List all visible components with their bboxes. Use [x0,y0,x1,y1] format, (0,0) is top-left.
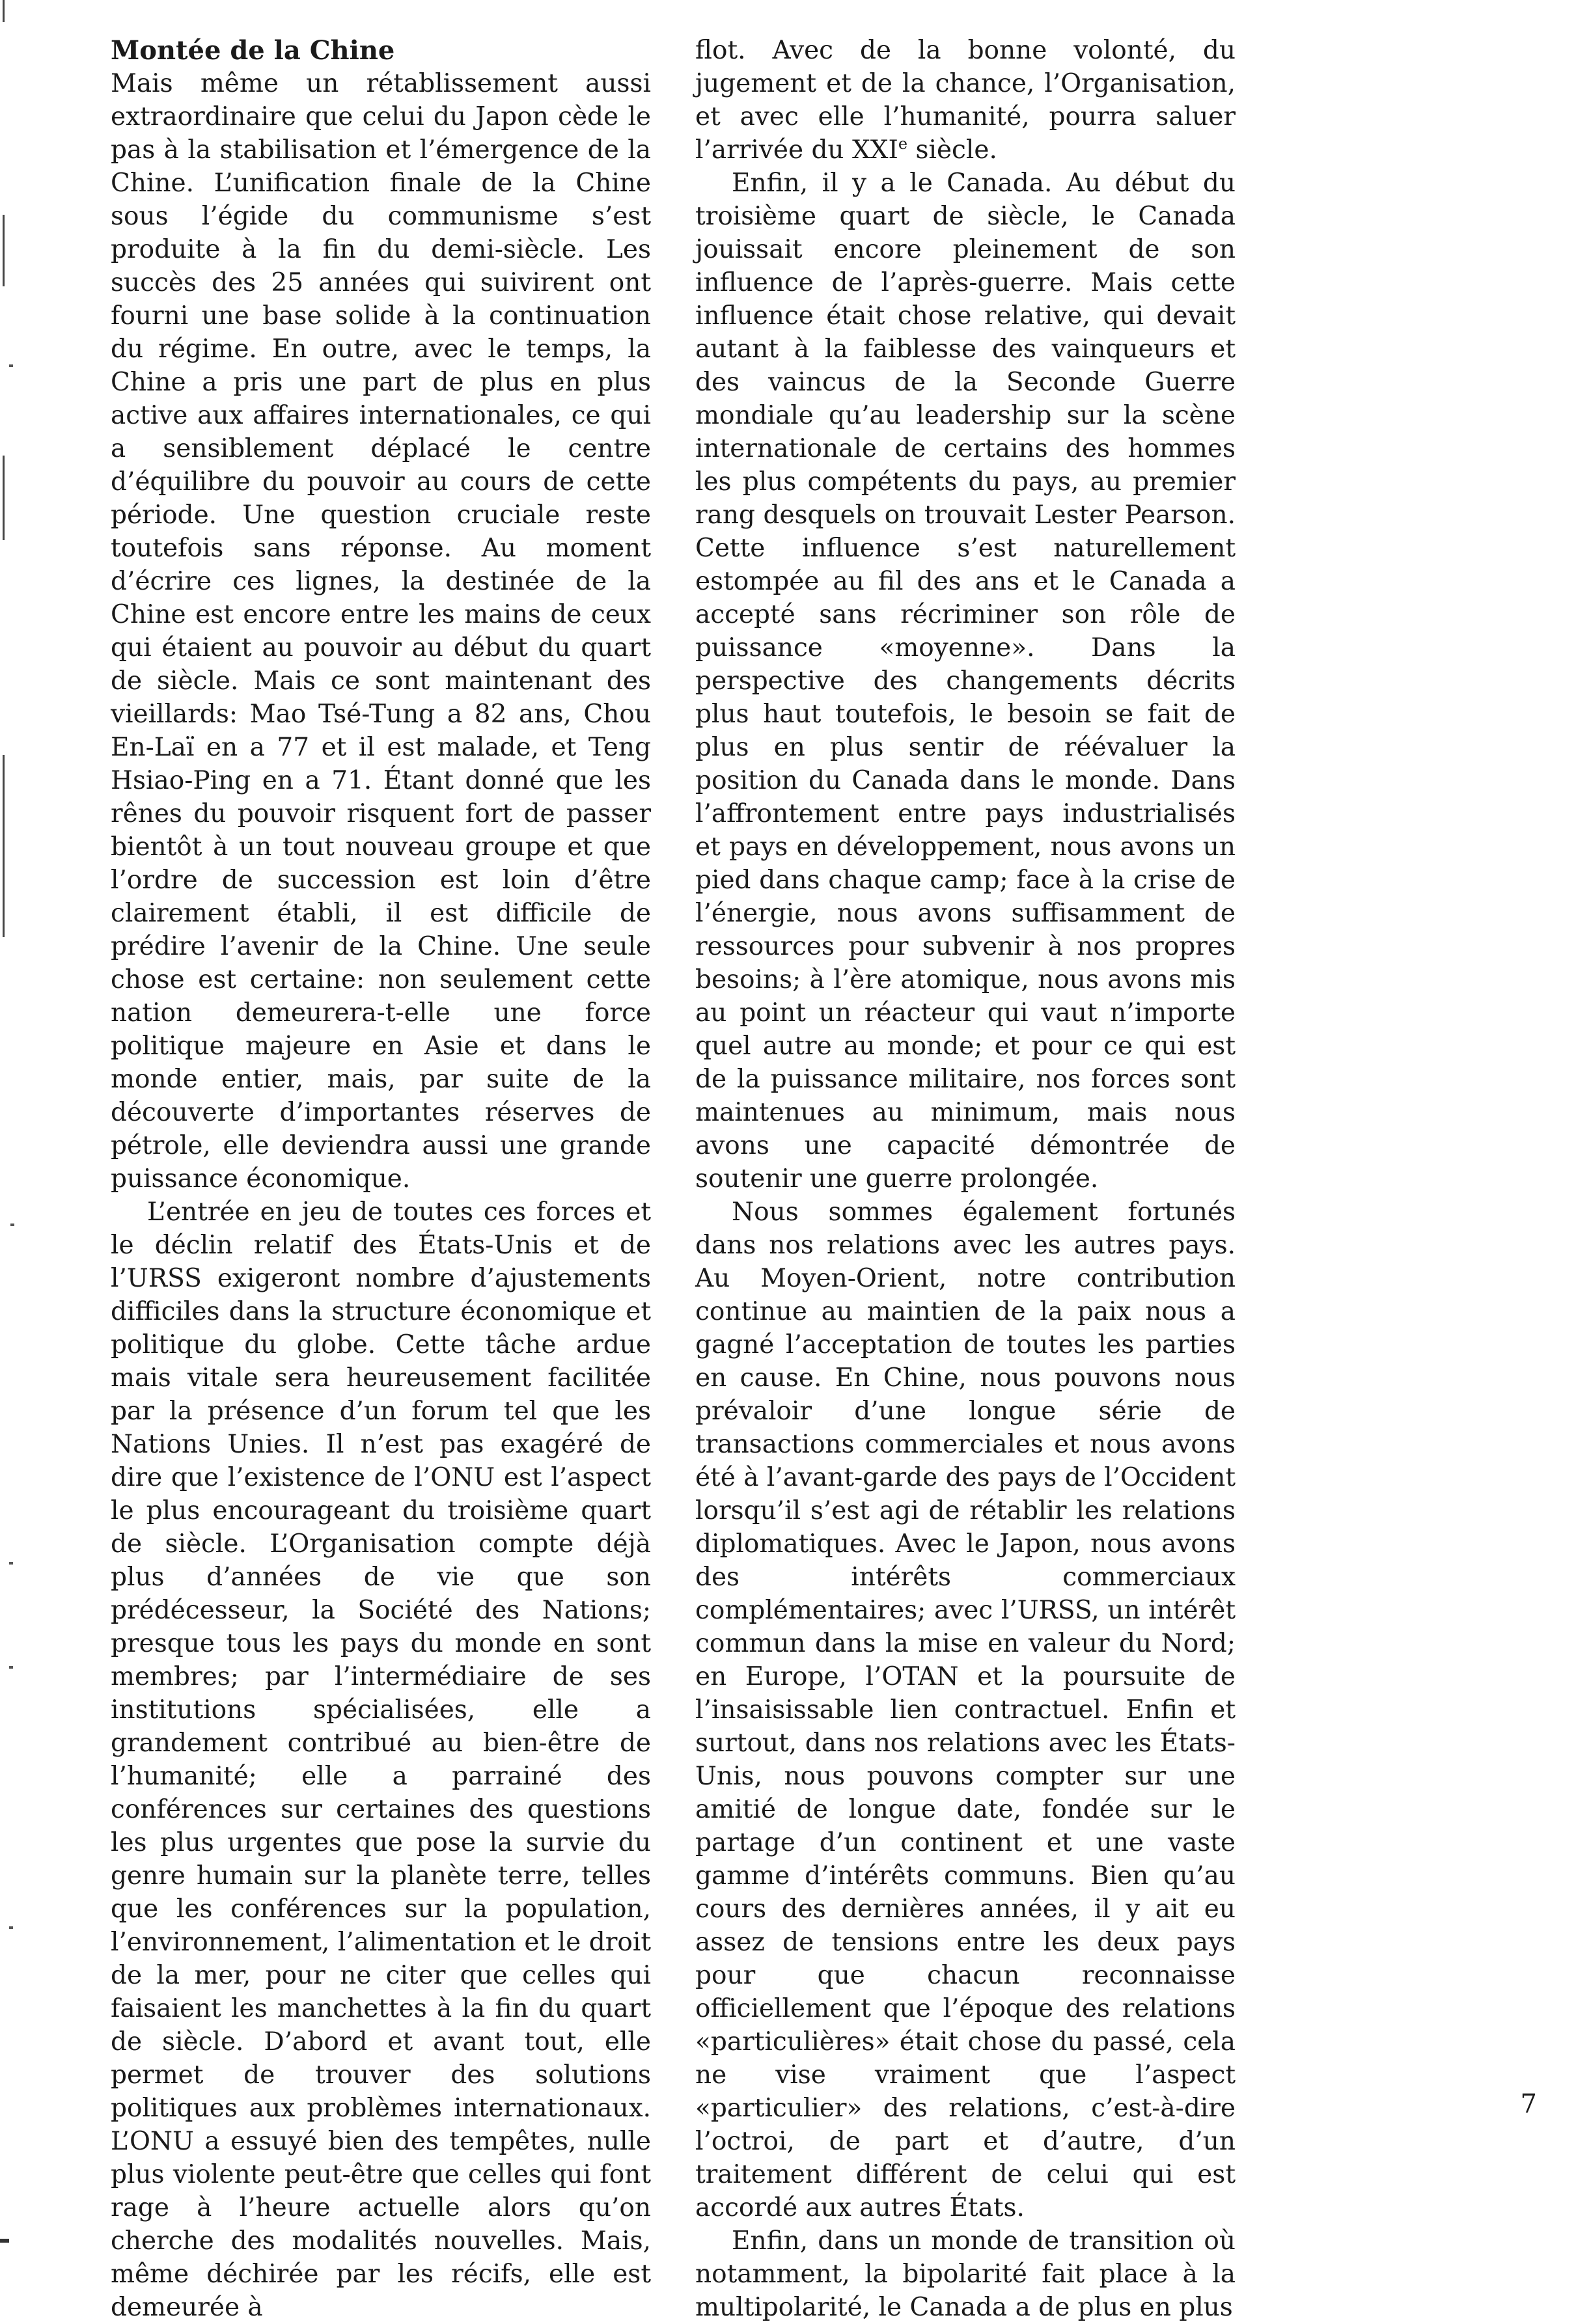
margin-speck [9,364,13,367]
margin-speck [9,1926,13,1929]
margin-scan-line [3,215,5,286]
paragraph: Enfin, il y a le Canada. Au début du troisième quart de siècle, le Canada jouissait encore pleinement de son influence de l’après-guerre. Mais cette influence était chose relative, qui devait autant à la faiblesse des vainqueurs et des vaincus de la Seconde Guerre mondiale qu’au leadership sur la scène internationale de certains des hommes les plus compétents du pays, au premier rang desquels on trouvait Lester Pearson. Cette influence s’est naturellement estompée au fil des ans et le Canada a accepté sans récriminer son rôle de puissance «moyenne». Dans la perspective des changements décrits plus haut toutefois, le besoin se fait de plus en plus sentir de réévaluer la position du Canada dans le monde. Dans l’affrontement entre pays industrialisés et pays en développement, nous avons un pied dans chaque camp; face à la crise de l’énergie, nous avons suffisamment de ressources pour subvenir à nos propres besoins; à l’ère atomique, nous avons mis au point un réacteur qui vaut n’importe quel autre au monde; et pour ce qui est de la puissance militaire, nos forces sont maintenues au minimum, mais nous avons une capacité démontrée de soutenir une guerre prolongée. [695,169,1236,1194]
margin-scan-line [3,755,5,937]
margin-speck [10,1224,14,1226]
margin-scan-line [3,0,5,22]
section-heading: Montée de la Chine [111,35,395,66]
superscript: e [898,135,908,153]
paragraph: Mais même un rétablissement aussi extraordinaire que celui du Japon cède le pas à la stabilisation et l’émergence de la Chine. L’unification finale de la Chine sous l’égide du communisme s’est produite à la fin du demi-siècle. Les succès des 25 années qui suivirent ont fourni une base solide à la continuation du régime. En outre, avec le temps, la Chine a pris une part de plus en plus active aux affaires internationales, ce qui a sensiblement déplacé le centre d’équilibre du pouvoir au cours de cette période. Une question cruciale reste toutefois sans réponse. Au moment d’écrire ces lignes, la destinée de la Chine est encore entre les mains de ceux qui étaient au pouvoir au début du quart de siècle. Mais ce sont maintenant des vieillards: Mao Tsé-Tung a 82 ans, Chou En-Laï en a 77 et il est malade, et Teng Hsiao-Ping en a 71. Étant donné que les rênes du pouvoir risquent fort de passer bientôt à un tout nouveau groupe et que l’ordre de succession est loin d’être clairement établi, il est difficile de prédire l’avenir de la Chine. Une seule chose est certaine: non seulement cette nation demeurera-t-elle une force politique majeure en Asie et dans le monde entier, mais, par suite de la découverte d’importantes réserves de pétrole, elle deviendra aussi une grande puissance économique. [111,69,651,1194]
paragraph: Enfin, dans un monde de transition où notamment, la bipolarité fait place à la multipolarité, le Canada a de plus en plus [695,2226,1236,2322]
paragraph-text: siècle. [907,135,997,165]
page-number: 7 [1520,2089,1537,2119]
paragraph-text: flot. Avec de la bonne volonté, du jugement et de la chance, l’Organisation, et avec elle l’humanité, pourra saluer l’arrivée du XXI [695,36,1236,165]
margin-scan-line [3,456,5,540]
left-column [111,34,651,2324]
scan-edge-mark [0,2239,9,2243]
paragraph: Nous sommes également fortunés dans nos relations avec les autres pays. Au Moyen-Orient, notre contribution continue au maintien de la paix nous a gagné l’acceptation de toutes les parties en cause. En Chine, nous pouvons nous prévaloir d’une longue série de transactions commerciales et nous avons été à l’avant-garde des pays de l’Occident lorsqu’il s’est agi de rétablir les relations diplomatiques. Avec le Japon, nous avons des intérêts commerciaux complémentaires; avec l’URSS, un intérêt commun dans la mise en valeur du Nord; en Europe, l’OTAN et la poursuite de l’insaisissable lien contractuel. Enfin et surtout, dans nos relations avec les États-Unis, nous pouvons compter sur une amitié de longue date, fondée sur le partage d’un continent et une vaste gamme d’intérêts communs. Bien qu’au cours des dernières années, il y ait eu assez de tensions entre les deux pays pour que chacun reconnaisse officiellement que l’époque des relations «particulières» était chose du passé, cela ne vise vraiment que l’aspect «particulier» des relations, c’est-à-dire l’octroi, de part et d’autre, d’un traitement différent de celui qui est accordé aux autres États. [695,1197,1236,2222]
margin-speck [9,1562,13,1565]
paragraph [695,34,1236,167]
paragraph: L’entrée en jeu de toutes ces forces et le déclin relatif des États-Unis et de l’URSS exigeront nombre d’ajustements difficiles dans la structure économique et politique du globe. Cette tâche ardue mais vitale sera heureusement facilitée par la présence d’un forum tel que les Nations Unies. Il n’est pas exagéré de dire que l’existence de l’ONU est l’aspect le plus encourageant du troisième quart de siècle. L’Organisation compte déjà plus d’années de vie que son prédécesseur, la Société des Nations; presque tous les pays du monde en sont membres; par l’intermédiaire de ses institutions spécialisées, elle a grandement contribué au bien-être de l’humanité; elle a parrainé des conférences sur certaines des questions les plus urgentes que pose la survie du genre humain sur la planète terre, telles que les conférences sur la population, l’environnement, l’alimentation et le droit de la mer, pour ne citer que celles qui faisaient les manchettes à la fin du quart de siècle. D’abord et avant tout, elle permet de trouver des solutions politiques aux problèmes internationaux. L’ONU a essuyé bien des tempêtes, nulle plus violente peut-être que celles qui font rage à l’heure actuelle alors qu’on cherche des modalités nouvelles. Mais, même déchirée par les récifs, elle est demeurée à [111,1197,651,2322]
right-column [695,34,1236,2324]
margin-speck [9,1666,13,1669]
